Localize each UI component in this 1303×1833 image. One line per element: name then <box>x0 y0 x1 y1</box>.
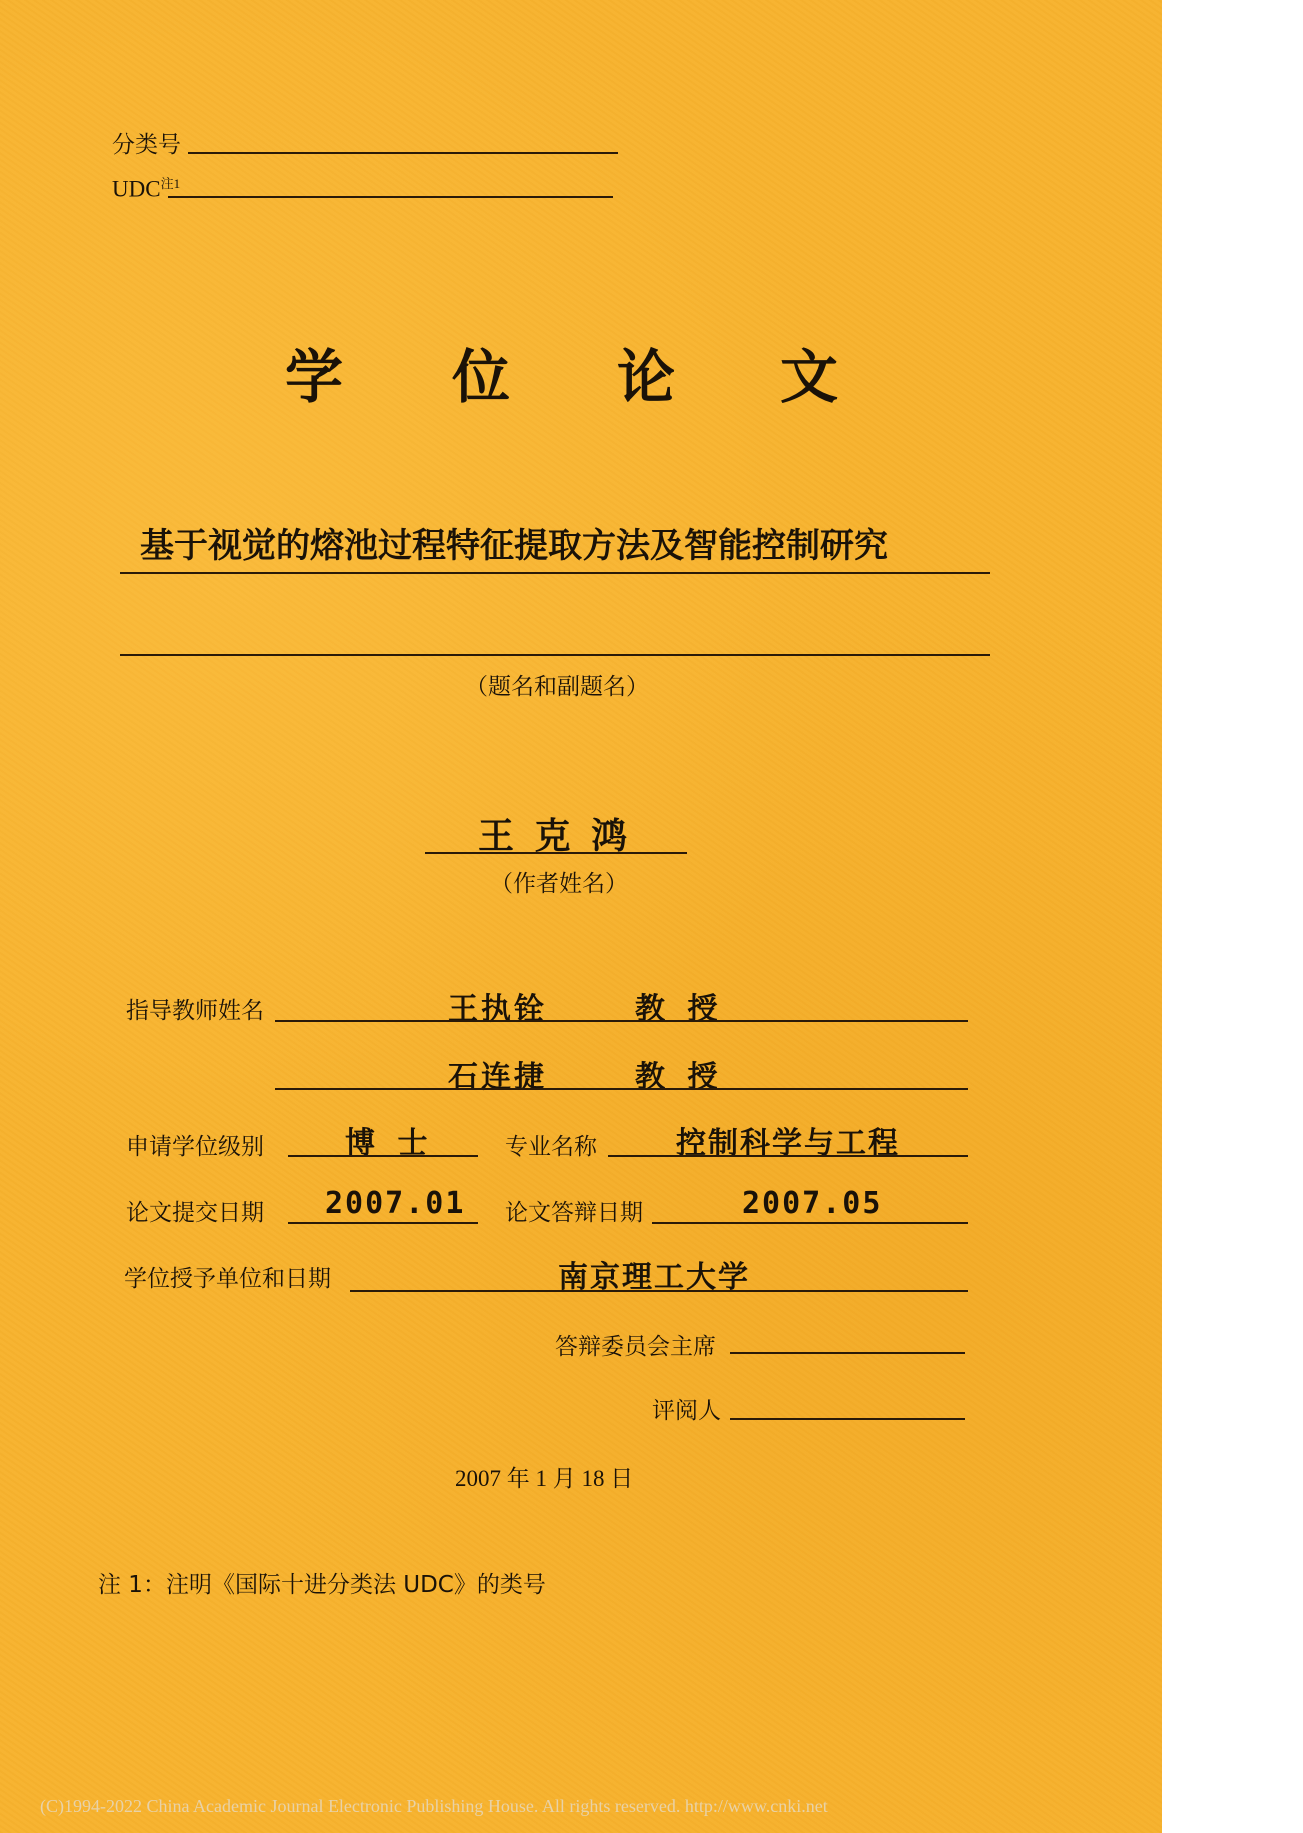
author-caption: （作者姓名） <box>490 871 628 897</box>
classification-label: 分类号 <box>112 132 181 158</box>
heading-char-3: 论 <box>617 343 676 411</box>
committee-chair-label: 答辩委员会主席 <box>555 1334 716 1360</box>
defense-date-line <box>652 1222 968 1224</box>
advisor-1-title: 教 授 <box>635 992 724 1027</box>
submit-date-value: 2007.01 <box>325 1186 466 1221</box>
grant-value: 南京理工大学 <box>558 1260 750 1295</box>
defense-date-value: 2007.05 <box>742 1186 883 1221</box>
udc-line <box>168 196 613 198</box>
advisor-2-title: 教 授 <box>635 1060 724 1095</box>
submit-date-label: 论文提交日期 <box>126 1200 264 1226</box>
heading-char-1: 学 <box>285 343 344 411</box>
copyright-notice: (C)1994-2022 China Academic Journal Electronic Publishing House. All rights reserved. http://www.cnki.net <box>40 1796 828 1816</box>
thesis-title: 基于视觉的熔池过程特征提取方法及智能控制研究 <box>140 526 888 566</box>
author-name: 王 克 鸿 <box>478 815 632 857</box>
author-line <box>425 852 687 854</box>
degree-value: 博 士 <box>345 1126 434 1161</box>
title-caption: （题名和副题名） <box>465 674 649 700</box>
advisor-1-name: 王执铨 <box>448 992 547 1027</box>
grant-line <box>350 1290 968 1292</box>
committee-chair-line <box>730 1352 965 1354</box>
major-value: 控制科学与工程 <box>676 1126 900 1161</box>
advisor-2-name: 石连捷 <box>448 1060 547 1095</box>
title-line-2 <box>120 654 990 656</box>
cover-date: 2007 年 1 月 18 日 <box>455 1466 634 1491</box>
major-line <box>608 1155 968 1157</box>
udc-label <box>112 173 180 203</box>
reviewer-label: 评阅人 <box>652 1398 721 1424</box>
defense-date-label: 论文答辩日期 <box>505 1200 643 1226</box>
heading-char-4: 文 <box>780 343 839 411</box>
advisor-2-line <box>275 1088 968 1090</box>
major-label: 专业名称 <box>505 1134 597 1160</box>
title-line-1 <box>120 572 990 574</box>
udc-text: UDC <box>112 176 161 202</box>
submit-date-line <box>288 1222 478 1224</box>
footnote: 注 1：注明《国际十进分类法 UDC》的类号 <box>98 1572 546 1598</box>
degree-line <box>288 1155 478 1157</box>
grant-label: 学位授予单位和日期 <box>124 1266 331 1292</box>
classification-line <box>188 152 618 154</box>
reviewer-line <box>730 1418 965 1420</box>
heading-char-2: 位 <box>452 343 511 411</box>
degree-label: 申请学位级别 <box>126 1134 264 1160</box>
advisor-1-line <box>275 1020 968 1022</box>
udc-note-mark: 注1 <box>160 176 181 191</box>
advisor-label: 指导教师姓名 <box>126 998 264 1024</box>
